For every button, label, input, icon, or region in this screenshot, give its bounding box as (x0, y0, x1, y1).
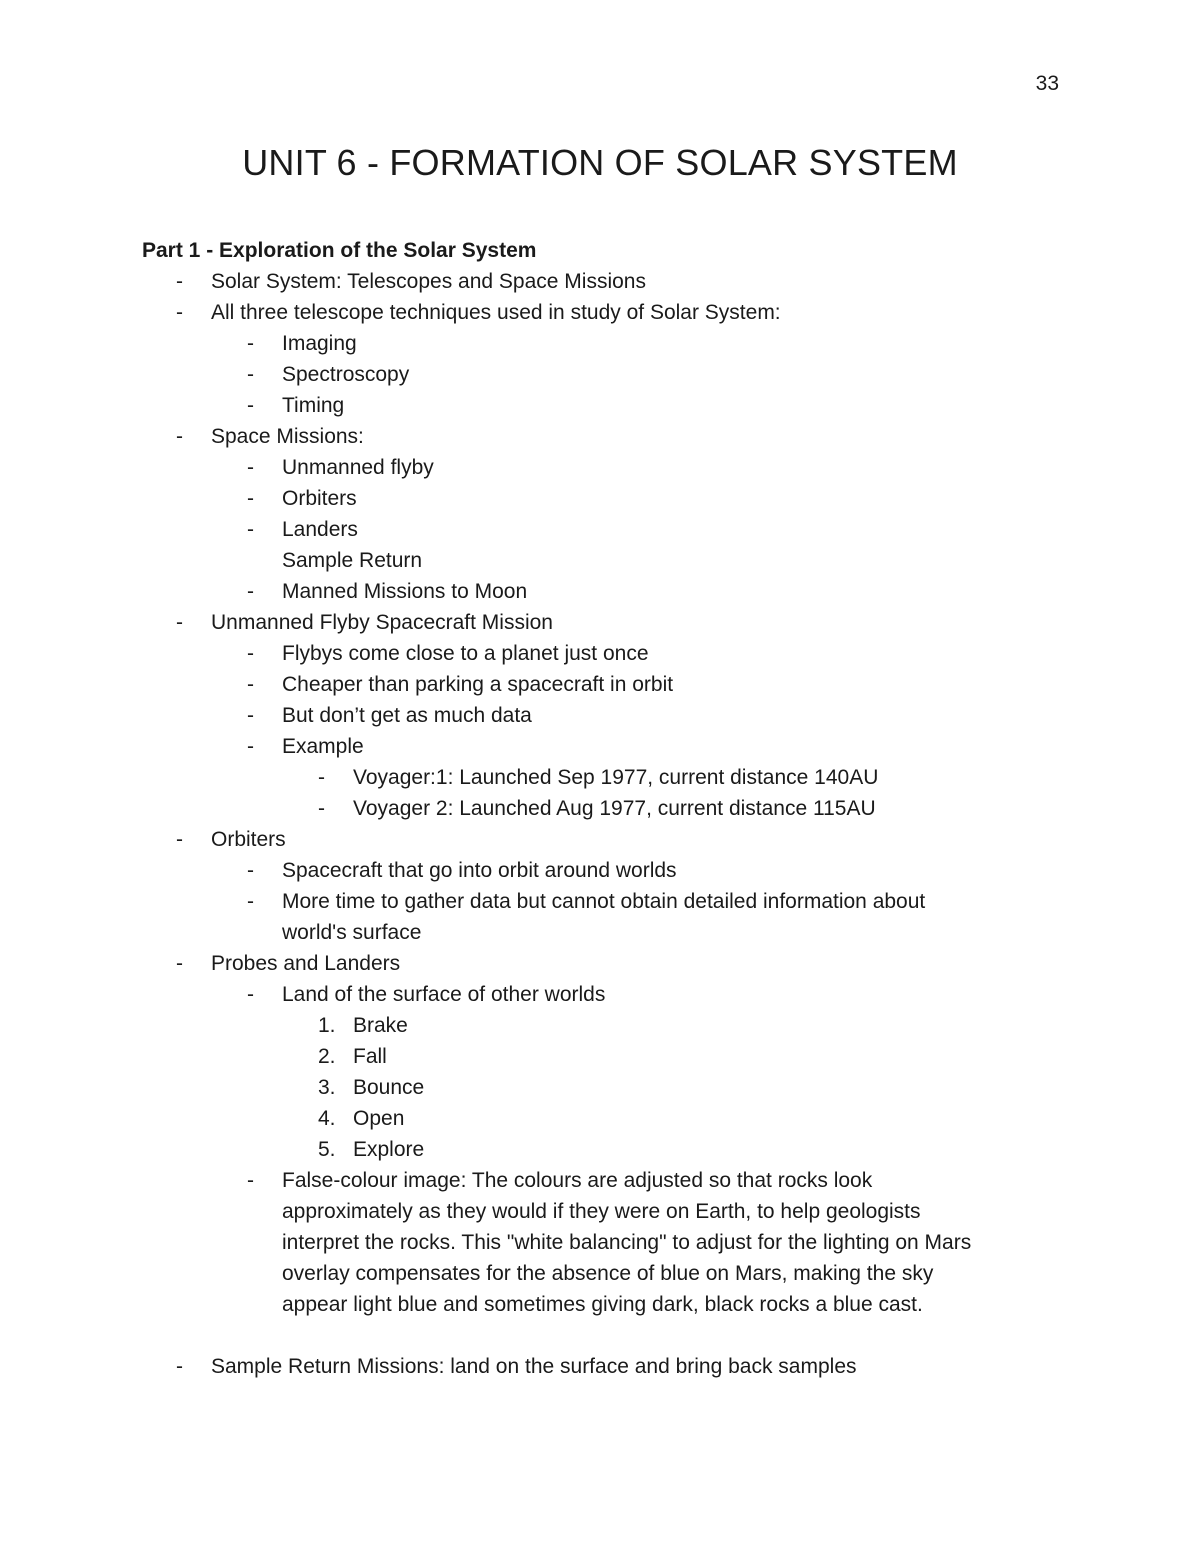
bullet-dash: - (247, 487, 254, 510)
outline-item-text: Voyager 2: Launched Aug 1977, current distance 115AU (353, 797, 876, 820)
outline-item-text: Orbiters (211, 828, 286, 851)
outline-item-level-1 (142, 266, 1082, 297)
bullet-dash: - (176, 828, 183, 851)
bullet-dash: - (318, 797, 325, 820)
outline-item-text: overlay compensates for the absence of blue on Mars, making the sky (282, 1262, 934, 1285)
outline-item-level-2 (142, 1227, 1082, 1258)
outline-item-level-2 (142, 1289, 1082, 1320)
bullet-dash: - (247, 642, 254, 665)
outline-item-level-1 (142, 824, 1082, 855)
outline-item-text: Solar System: Telescopes and Space Missions (211, 270, 646, 293)
outline-item-level-2 (142, 917, 1082, 948)
outline-item-level-2 (142, 514, 1082, 545)
bullet-dash: - (247, 983, 254, 1006)
outline-item-level-2 (142, 483, 1082, 514)
outline-item-text: Voyager:1: Launched Sep 1977, current distance 140AU (353, 766, 879, 789)
outline-item-level-1 (142, 421, 1082, 452)
bullet-dash: - (247, 332, 254, 355)
bullet-dash: - (247, 673, 254, 696)
outline-item-level-2 (142, 390, 1082, 421)
bullet-dash: - (247, 518, 254, 541)
bullet-dash: - (176, 301, 183, 324)
outline-item-level-2 (142, 1196, 1082, 1227)
document-title: UNIT 6 - FORMATION OF SOLAR SYSTEM (242, 142, 958, 183)
bullet-dash: - (247, 394, 254, 417)
bullet-dash: - (176, 611, 183, 634)
bullet-dash: - (247, 580, 254, 603)
outline-item-text: Sample Return Missions: land on the surface and bring back samples (211, 1355, 857, 1378)
outline-item-level-3 (142, 1010, 1082, 1041)
outline-item-level-2 (142, 669, 1082, 700)
blank-line (142, 1320, 1082, 1351)
outline-item-level-2 (142, 886, 1082, 917)
bullet-dash: - (247, 859, 254, 882)
outline-item-text: Unmanned Flyby Spacecraft Mission (211, 611, 553, 634)
list-number: 5. (318, 1138, 336, 1161)
bullet-dash: - (247, 890, 254, 913)
outline-item-text: Imaging (282, 332, 357, 355)
outline-item-level-2 (142, 328, 1082, 359)
outline-item-level-2 (142, 638, 1082, 669)
outline-item-text: Manned Missions to Moon (282, 580, 528, 603)
outline-item-level-1 (142, 1351, 1082, 1382)
outline-item-text: More time to gather data but cannot obtain detailed information about (282, 890, 926, 913)
bullet-dash: - (176, 952, 183, 975)
outline-item-level-2 (142, 452, 1082, 483)
list-number: 2. (318, 1045, 336, 1068)
bullet-dash: - (247, 456, 254, 479)
outline-item-level-1 (142, 607, 1082, 638)
bullet-dash: - (247, 704, 254, 727)
outline-item-text: approximately as they would if they were on Earth, to help geologists (282, 1200, 921, 1223)
outline-item-level-3 (142, 762, 1082, 793)
bullet-dash: - (247, 1169, 254, 1192)
bullet-dash: - (176, 1355, 183, 1378)
outline-item-text: Timing (282, 394, 345, 417)
outline-item-text: Explore (353, 1138, 425, 1161)
outline-item-level-2 (142, 979, 1082, 1010)
outline-item-level-2 (142, 359, 1082, 390)
outline-item-level-3 (142, 1134, 1082, 1165)
outline-item-level-3 (142, 1072, 1082, 1103)
outline-item-text: All three telescope techniques used in study of Solar System: (211, 301, 781, 324)
outline-item-text: Brake (353, 1014, 408, 1037)
outline-item-level-3 (142, 1041, 1082, 1072)
outline-item-level-2 (142, 700, 1082, 731)
outline-item-text: Land of the surface of other worlds (282, 983, 606, 1006)
outline-item-level-3 (142, 1103, 1082, 1134)
outline-list (142, 266, 1082, 1382)
outline-item-text: Flybys come close to a planet just once (282, 642, 649, 665)
outline-item-text: Probes and Landers (211, 952, 401, 975)
outline-item-level-1 (142, 948, 1082, 979)
outline-item-text: Open (353, 1107, 405, 1130)
outline-item-text: world's surface (282, 921, 422, 944)
page-number: 33 (1035, 72, 1059, 95)
outline-item-text: Example (282, 735, 364, 758)
outline-item-text: Cheaper than parking a spacecraft in orbit (282, 673, 674, 696)
bullet-dash: - (247, 735, 254, 758)
outline-item-level-2 (142, 576, 1082, 607)
outline-item-level-2 (142, 1165, 1082, 1196)
section-heading: Part 1 - Exploration of the Solar System (142, 239, 537, 262)
outline-item-text: Landers (282, 518, 358, 541)
outline-item-text: Spectroscopy (282, 363, 410, 386)
outline-item-level-2 (142, 545, 1082, 576)
outline-item-level-2 (142, 1258, 1082, 1289)
list-number: 1. (318, 1014, 336, 1037)
outline-item-level-2 (142, 731, 1082, 762)
outline-item-text: appear light blue and sometimes giving dark, black rocks a blue cast. (282, 1293, 923, 1316)
list-number: 3. (318, 1076, 336, 1099)
outline-item-text: Bounce (353, 1076, 425, 1099)
outline-item-text: Orbiters (282, 487, 357, 510)
outline-item-text: But don’t get as much data (282, 704, 532, 727)
bullet-dash: - (318, 766, 325, 789)
outline-item-text: False-colour image: The colours are adjusted so that rocks look (282, 1169, 873, 1192)
outline-item-text: interpret the rocks. This "white balancing" to adjust for the lighting on Mars (282, 1231, 972, 1254)
outline-item-text: Space Missions: (211, 425, 364, 448)
outline-item-text: Spacecraft that go into orbit around worlds (282, 859, 677, 882)
outline-item-level-1 (142, 297, 1082, 328)
list-number: 4. (318, 1107, 336, 1130)
outline-item-text: Sample Return (282, 549, 423, 572)
bullet-dash: - (176, 425, 183, 448)
outline-item-text: Unmanned flyby (282, 456, 434, 479)
outline-item-level-2 (142, 855, 1082, 886)
bullet-dash: - (247, 363, 254, 386)
outline-item-level-3 (142, 793, 1082, 824)
outline-item-text: Fall (353, 1045, 387, 1068)
bullet-dash: - (176, 270, 183, 293)
document-body (142, 235, 1082, 1382)
